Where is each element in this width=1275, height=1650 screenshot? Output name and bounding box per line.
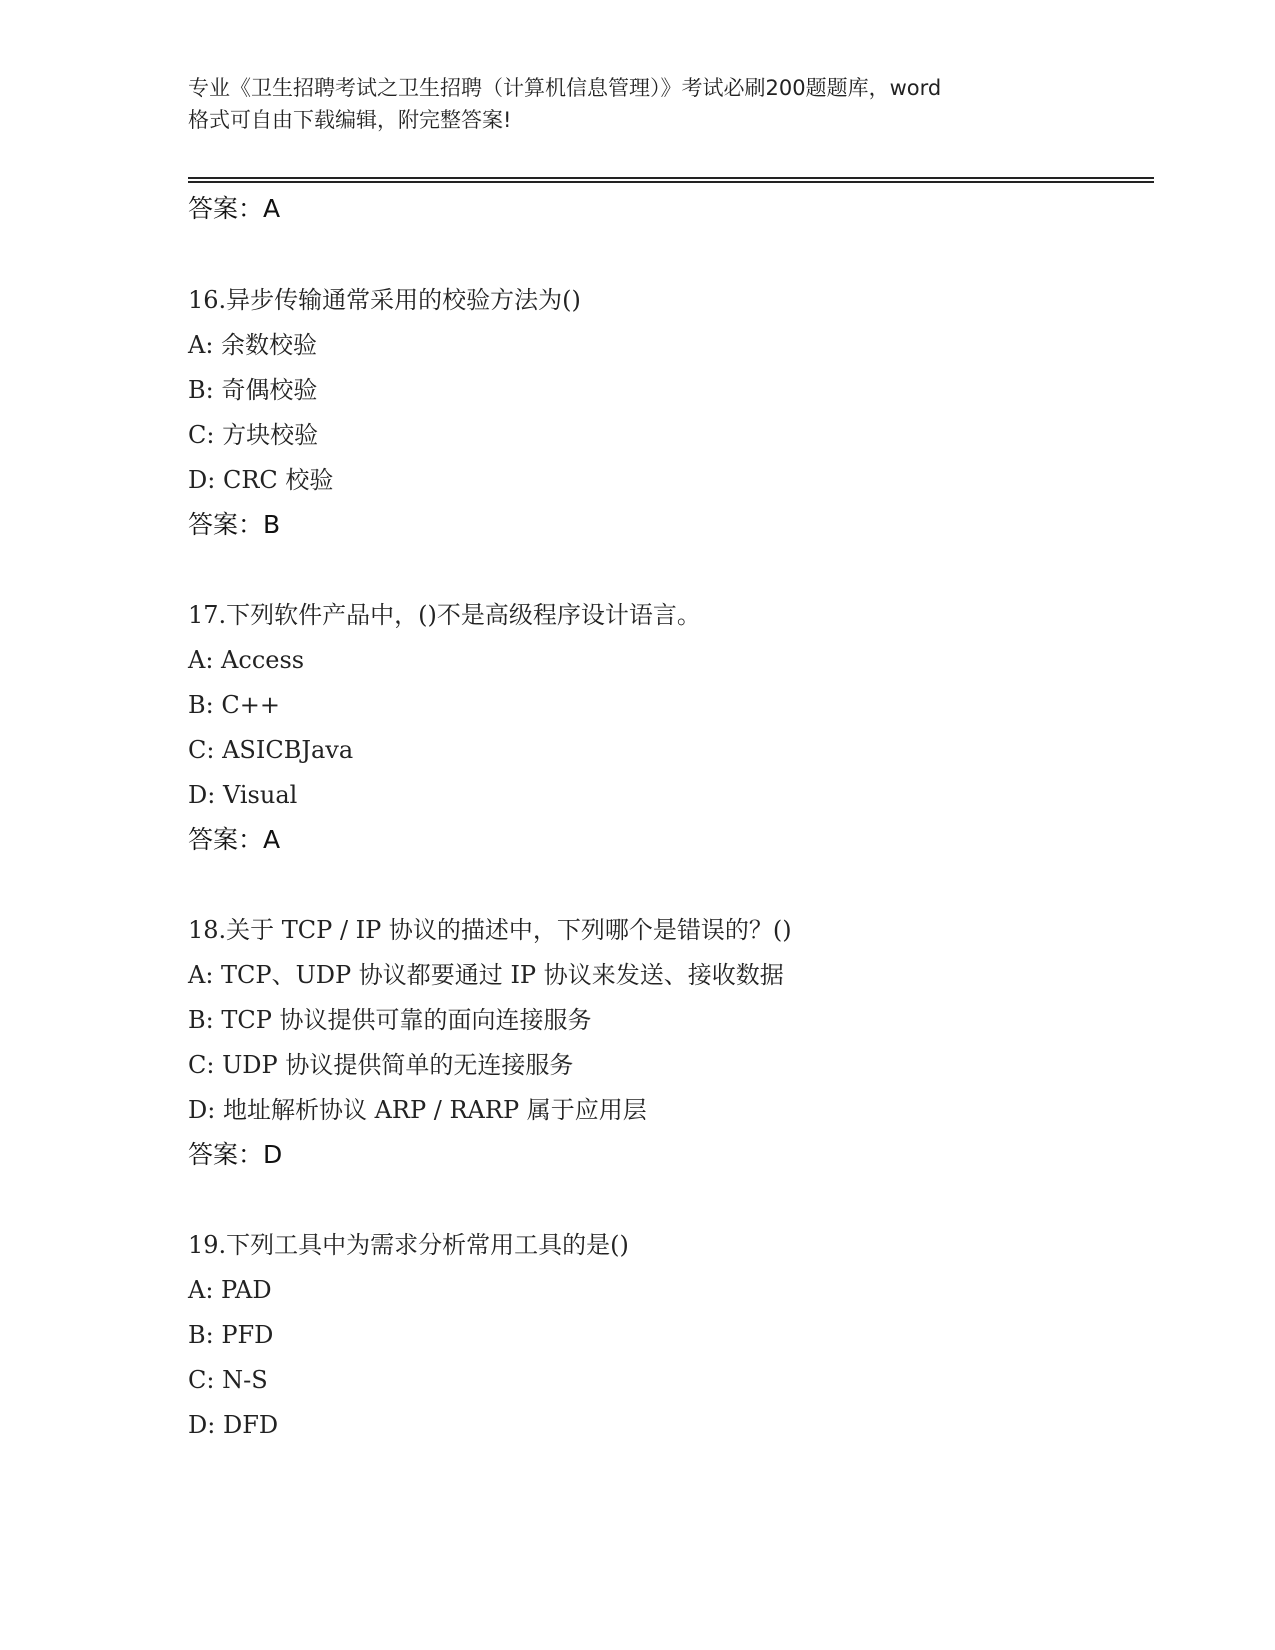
question-16-option-a: A: 余数校验 (188, 331, 318, 359)
question-19-option-d: D: DFD (188, 1411, 279, 1439)
question-18-stem: 18.关于 TCP / IP 协议的描述中，下列哪个是错误的？() (188, 916, 792, 944)
question-18-option-d: D: 地址解析协议 ARP / RARP 属于应用层 (188, 1096, 647, 1124)
question-16-option-d: D: CRC 校验 (188, 466, 334, 494)
question-17-option-d: D: Visual (188, 781, 298, 809)
question-17-option-c: C: ASICBJava (188, 736, 354, 764)
question-19-option-a: A: PAD (188, 1276, 272, 1304)
question-18-option-a: A: TCP、UDP 协议都要通过 IP 协议来发送、接收数据 (188, 961, 784, 989)
question-19-option-c: C: N-S (188, 1366, 268, 1394)
question-19-stem: 19.下列工具中为需求分析常用工具的是() (188, 1231, 629, 1259)
question-16-option-c: C: 方块校验 (188, 421, 319, 449)
question-17-option-a: A: Access (188, 646, 305, 674)
question-19-option-b: B: PFD (188, 1321, 274, 1349)
header-line-1: 专业《卫生招聘考试之卫生招聘（计算机信息管理）》考试必刷200题题库，word (188, 76, 942, 100)
question-16-answer: 答案：B (188, 510, 281, 539)
previous-answer: 答案：A (188, 194, 281, 223)
question-18-option-c: C: UDP 协议提供简单的无连接服务 (188, 1051, 574, 1079)
question-18-option-b: B: TCP 协议提供可靠的面向连接服务 (188, 1006, 592, 1034)
header-rule-bottom (188, 181, 1154, 183)
question-17-option-b: B: C++ (188, 691, 280, 719)
question-17-answer: 答案：A (188, 825, 281, 854)
question-18-answer: 答案：D (188, 1140, 283, 1169)
header-line-2: 格式可自由下载编辑，附完整答案! (188, 108, 512, 132)
question-16-option-b: B: 奇偶校验 (188, 376, 318, 404)
question-16-stem: 16.异步传输通常采用的校验方法为() (188, 286, 581, 314)
header-rule-top (188, 177, 1154, 179)
question-17-stem: 17.下列软件产品中，()不是高级程序设计语言。 (188, 601, 701, 629)
